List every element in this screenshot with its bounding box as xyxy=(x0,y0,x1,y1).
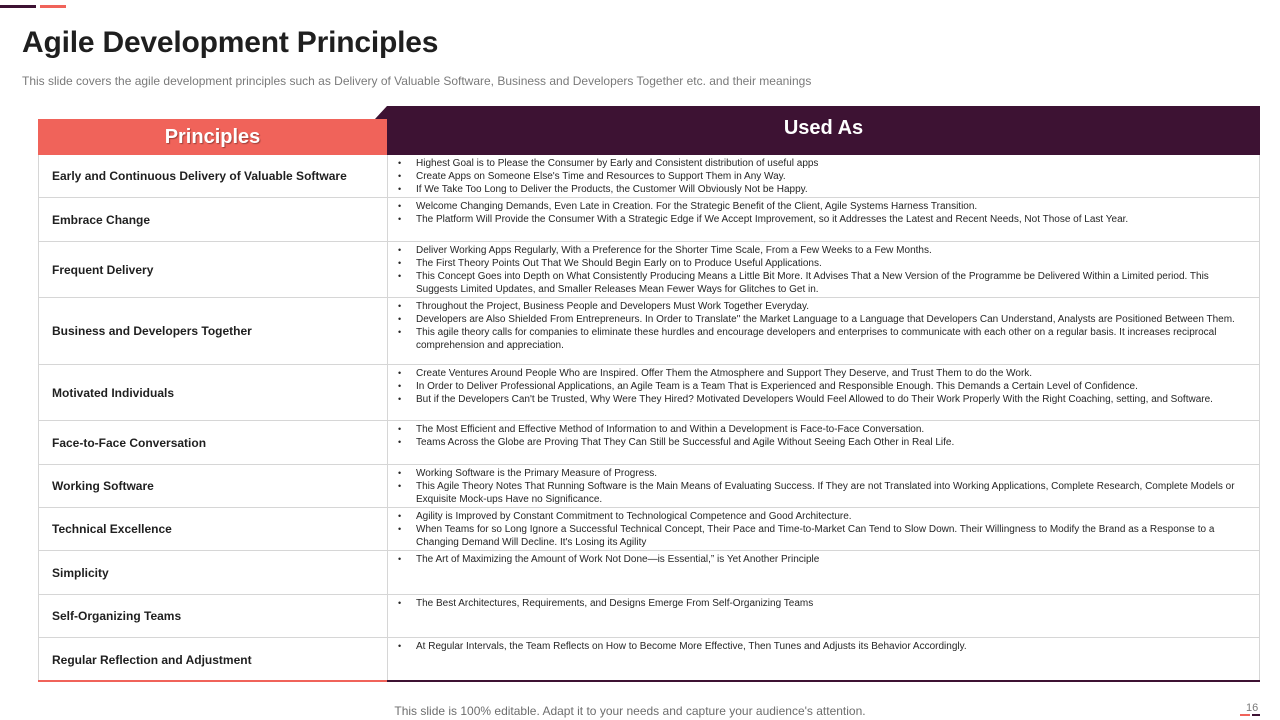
used-as-cell xyxy=(388,421,1259,464)
accent-bar-coral xyxy=(40,5,66,8)
table-bottom-line-dark xyxy=(387,680,1260,682)
used-as-bullet: • This agile theory calls for companies to eliminate these hurdles and encourage developers and enterprises to communicate with each other on a regular basis. It increases reciprocal comprehension and appreciation. xyxy=(398,326,1247,352)
used-as-bullet: • The First Theory Points Out That We Should Begin Early on to Produce Useful Applications. xyxy=(398,257,1247,270)
table-row xyxy=(39,198,1259,242)
table-row xyxy=(39,421,1259,465)
used-as-list xyxy=(398,467,1247,506)
header-notch xyxy=(375,106,387,119)
principle-cell: Regular Reflection and Adjustment xyxy=(39,638,388,681)
used-as-bullet: • Teams Across the Globe are Proving That They Can Still be Successful and Agile Without Seeing Each Other in Real Life. xyxy=(398,436,1247,449)
used-as-bullet: • Working Software is the Primary Measure of Progress. xyxy=(398,467,1247,480)
page-mark-coral xyxy=(1240,714,1250,716)
used-as-cell xyxy=(388,465,1259,507)
used-as-list xyxy=(398,640,1247,653)
used-as-bullet: • The Most Efficient and Effective Method of Information to and Within a Development is Face-to-Face Conversation. xyxy=(398,423,1247,436)
page-mark-dark xyxy=(1252,714,1260,716)
principle-cell: Business and Developers Together xyxy=(39,298,388,364)
used-as-cell xyxy=(388,242,1259,297)
accent-bar-dark xyxy=(0,5,36,8)
used-as-bullet: • If We Take Too Long to Deliver the Products, the Customer Will Obviously Not be Happy. xyxy=(398,183,1247,196)
table-body xyxy=(38,155,1260,682)
used-as-list xyxy=(398,553,1247,566)
used-as-bullet: • The Platform Will Provide the Consumer With a Strategic Edge if We Accept Improvement, so it Addresses the Latest and Recent Needs, Not Those of Last Year. xyxy=(398,213,1247,226)
used-as-cell xyxy=(388,365,1259,420)
principle-cell: Early and Continuous Delivery of Valuable Software xyxy=(39,155,388,197)
used-as-bullet: • Create Ventures Around People Who are Inspired. Offer Them the Atmosphere and Support They Deserve, and Trust Them to do the Work. xyxy=(398,367,1247,380)
used-as-bullet: • This Concept Goes into Depth on What Consistently Producing Means a Little Bit More. It Advises That a New Version of the Programme be Delivered Within a Limited period. This Suggests Limited Updates, and Smaller Releases Mean Fewer Ways for Glitches to Get in. xyxy=(398,270,1247,296)
used-as-cell xyxy=(388,595,1259,637)
used-as-cell xyxy=(388,155,1259,197)
used-as-bullet: • But if the Developers Can't be Trusted, Why Were They Hired? Motivated Developers Would Feel Allowed to do Their Work Properly With the Right Coaching, setting, and Software. xyxy=(398,393,1247,406)
table-row xyxy=(39,242,1259,298)
column-header-used-as: Used As xyxy=(387,106,1260,155)
table-row xyxy=(39,465,1259,508)
used-as-cell xyxy=(388,508,1259,550)
used-as-bullet: • Create Apps on Someone Else's Time and Resources to Support Them in Any Way. xyxy=(398,170,1247,183)
used-as-list xyxy=(398,597,1247,610)
used-as-cell xyxy=(388,198,1259,241)
used-as-bullet: • Highest Goal is to Please the Consumer by Early and Consistent distribution of useful apps xyxy=(398,157,1247,170)
page-number: 16 xyxy=(1246,702,1259,714)
used-as-list xyxy=(398,300,1247,352)
table-bottom-line-coral xyxy=(38,680,387,682)
used-as-bullet: • The Art of Maximizing the Amount of Work Not Done—is Essential,” is Yet Another Principle xyxy=(398,553,1247,566)
table-row xyxy=(39,298,1259,365)
table-row xyxy=(39,551,1259,595)
used-as-list xyxy=(398,244,1247,296)
table-row xyxy=(39,365,1259,421)
column-header-principles: Principles xyxy=(38,119,387,155)
used-as-cell xyxy=(388,298,1259,364)
principle-cell: Self-Organizing Teams xyxy=(39,595,388,637)
used-as-list xyxy=(398,200,1247,226)
used-as-bullet: • Throughout the Project, Business People and Developers Must Work Together Everyday. xyxy=(398,300,1247,313)
table-row xyxy=(39,155,1259,198)
principle-cell: Simplicity xyxy=(39,551,388,594)
used-as-bullet: • This Agile Theory Notes That Running Software is the Main Means of Evaluating Success. If They are not Translated into Working Applications, Complete Research, Complete Models or Exquisite Mock-ups Have no Significance. xyxy=(398,480,1247,506)
footer-note: This slide is 100% editable. Adapt it to your needs and capture your audience's attention. xyxy=(394,704,866,718)
used-as-bullet: • When Teams for so Long Ignore a Successful Technical Concept, Their Pace and Time-to-Market Can Tend to Slow Down. Their Willingness to Modify the Brand as a Response to a Changing Demand Will Decline. It's Losing its Agility xyxy=(398,523,1247,549)
used-as-cell xyxy=(388,638,1259,681)
used-as-list xyxy=(398,510,1247,549)
used-as-list xyxy=(398,367,1247,406)
used-as-bullet: • Welcome Changing Demands, Even Late in Creation. For the Strategic Benefit of the Client, Agile Systems Harness Transition. xyxy=(398,200,1247,213)
principle-cell: Face-to-Face Conversation xyxy=(39,421,388,464)
used-as-bullet: • Agility is Improved by Constant Commitment to Technological Competence and Good Architecture. xyxy=(398,510,1247,523)
table-row xyxy=(39,508,1259,551)
principle-cell: Working Software xyxy=(39,465,388,507)
used-as-list xyxy=(398,423,1247,449)
principle-cell: Technical Excellence xyxy=(39,508,388,550)
page-title: Agile Development Principles xyxy=(22,26,439,59)
used-as-bullet: • At Regular Intervals, the Team Reflects on How to Become More Effective, Then Tunes and Adjusts its Behavior Accordingly. xyxy=(398,640,1247,653)
principles-table xyxy=(38,106,1260,682)
used-as-bullet: • Deliver Working Apps Regularly, With a Preference for the Shorter Time Scale, From a Few Weeks to a Few Months. xyxy=(398,244,1247,257)
used-as-bullet: • The Best Architectures, Requirements, and Designs Emerge From Self-Organizing Teams xyxy=(398,597,1247,610)
principle-cell: Embrace Change xyxy=(39,198,388,241)
used-as-bullet: • In Order to Deliver Professional Applications, an Agile Team is a Team That is Experienced and Responsible Enough. This Demands a Certain Level of Confidence. xyxy=(398,380,1247,393)
principle-cell: Frequent Delivery xyxy=(39,242,388,297)
table-row xyxy=(39,595,1259,638)
used-as-list xyxy=(398,157,1247,196)
used-as-cell xyxy=(388,551,1259,594)
table-row xyxy=(39,638,1259,682)
principle-cell: Motivated Individuals xyxy=(39,365,388,420)
used-as-bullet: • Developers are Also Shielded From Entrepreneurs. In Order to Translate" the Market Language to a Language that Developers Can Understand, Analysts are Positioned Between Them. xyxy=(398,313,1247,326)
page-subtitle: This slide covers the agile development principles such as Delivery of Valuable Software, Business and Developers Together etc. and their meanings xyxy=(22,74,812,88)
